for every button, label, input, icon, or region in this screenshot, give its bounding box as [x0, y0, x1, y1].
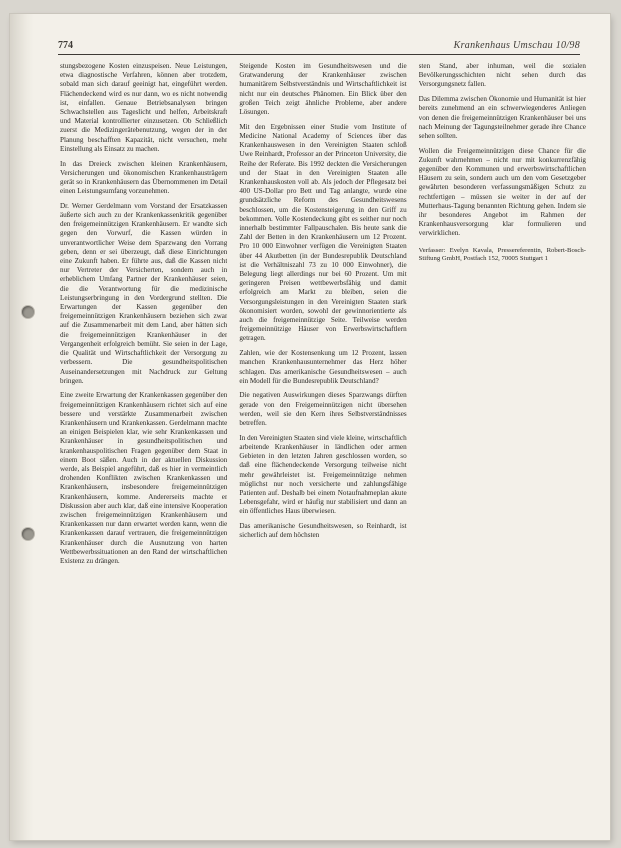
paragraph: Die negativen Auswirkungen dieses Sparzwangs dürften gerade von den Freigemeinnützigen nicht übersehen werden, weil sie den Kern ihres Selbstverständnisses betreffen. [239, 391, 407, 428]
journal-title: Krankenhaus Umschau 10/98 [453, 40, 580, 51]
column-1 [60, 62, 227, 822]
page-number: 774 [58, 40, 73, 51]
binding-edge [10, 14, 34, 840]
text-columns [60, 62, 586, 822]
paragraph: stungsbezogene Kosten einzuspeisen. Neue Leistungen, etwa diagnostische Verfahren, können aber trotzdem, sobald man sich darauf geeinigt hat, eingeführt werden. Flächendeckend wird es nur dann, wo es nicht notwendig ist, einfallen. Genaue Betriebsanalysen bringen Schwachstellen aus Tageslicht und helfen, Arbeitskraft und Material kontrollierter einzusetzen. Ob Schließlich zuerst die Medizingerätebenutzung, wegen der in der Planung beschafften Kapazität, nicht versuchen, mehr Einstellung als Einsatz zu machen. [60, 62, 228, 153]
page-header [58, 36, 580, 55]
paragraph: Steigende Kosten im Gesundheitswesen und die Gratwanderung der Krankenhäuser zwischen humanitärem Selbstverständnis und Wirtschaftlichkeit ist nicht nur ein deutsches Phänomen. Ein Blick über den großen Teich zeigt ähnliche Probleme, aber andere Lösungen. [239, 62, 407, 117]
paragraph: Mit den Ergebnissen einer Studie vom Institute of Medicine National Academy of Sciences über das Krankenhauswesen in den Vereinigten Staaten schloß Uwe Reinhardt, Professor an der Princeton University, die Reihe der Referate. Bis 1992 deckten die Versicherungen und der Staat in den Vereinigten Staaten alle Krankenhauskosten voll ab. Als jedoch der Pflegesatz bei 400 US-Dollar pro Bett und Tag anlangte, wurde eine grundsätzliche Reform des Gesundheitswesens beschlossen, um die Kostensteigerung in den Griff zu bekommen. Volle Kostendeckung gibt es seither nur noch innerhalb bestimmter Fallpauschalen. Bis heute sank die Zahl der Betten in den Krankenhäusern um 12 Prozent. Pro 10 000 Einwohner verfügen die Vereinigten Staaten über 44 Akutbetten (in der Bundesrepublik Deutschland ist die Verhältniszahl 73 zu 10 000 Einwohner), die Belegung liegt allerdings nur bei 60 Prozent. Um mit geringeren Preisen wettbewerbsfähig und damit erfolgreich am Markt zu bleiben, seien die Versorgungsleistungen in den Vereinigten Staaten stark ökonomisiert worden, sowohl der gewinnorientierte als auch die freigemeinnützige Seite. Teilweise werden freigemeinnützige Häuser von Erwerbswirtschaftlern getragen. [239, 122, 407, 343]
paragraph: Dr. Werner Gerdelmann vom Vorstand der Ersatzkassen äußerte sich auch zu der Krankenkassenkritik gegenüber den freigemeinnützigen Krankenhäusern. Er wandte sich gegen den Vorwurf, die Kassen würden in unverantwortlicher Weise dem Sparzwang den Vorrang geben, denn er sei überzeugt, daß diese Einrichtungen eine Zukunft haben. Er führte aus, daß die Kassen nicht nur Vertreter der Versicherten, sondern auch in erheblichem Umfang Partner der Krankenhäuser seien, die die Verantwortung für die medizinische Leistungserbringung in den Vordergrund stellten. Die Erwartungen der Kassen gegenüber den freigemeinnützigen Krankenhäusern beziehen sich zwar auf die Zusammenarbeit mit dem Land, aber hätten sich die freigemeinnützigen Krankenhäuser in der Vergangenheit erfolgreich bemüht. Sie seien in der Lage, die Qualität und Wirtschaftlichkeit der Versorgung zu verbessern. Die gesundheitspolitischen Auseinandersetzungen mit Nachdruck zur Geltung bringen. [60, 201, 228, 385]
paragraph: Wollen die Freigemeinnützigen diese Chance für die Zukunft wahrnehmen – nicht nur mit konkurrenzfähig gegenüber den Kommunen und erwerbswirtschaftlichen Häusern zu sein, sondern auch um den vom Gesetzgeber gewährten besonderen verfassungsmäßigen Schutz zu rechtfertigen – müssen sie weiter in der auf der Mutterhaus-Tagung benannten Richtung gehen. Indem sie ihr besonderes Angebot im Rahmen der Krankenhausversorgung klar formulieren und verwirklichen. [418, 146, 586, 238]
punch-hole-bottom [22, 528, 34, 540]
column-2 [239, 62, 406, 822]
author-note: Verfasser: Evelyn Kavala, Pressereferentin, Robert-Bosch-Stiftung GmbH, Postfach 152, 70005 Stuttgart 1 [418, 246, 586, 263]
paragraph: In den Vereinigten Staaten sind viele kleine, wirtschaftlich arbeitende Krankenhäuser in ländlichen oder armen Gebieten in den letzten Jahren geschlossen worden, so daß eine flächendeckende Versorgung teilweise nicht mehr gewährleistet ist. Freigemeinnützige nehmen möglichst nur noch versicherte und zahlungsfähige Patienten auf. Deshalb bei einem Notaufnahmeplan akute Lebensgefahr, wird er häufig nur stabilisiert und dann an ein öffentliches Haus überwiesen. [239, 433, 407, 516]
paragraph: sten Stand, aber inhuman, weil die sozialen Bevölkerungsschichten nicht sehen durch das Versorgungsnetz fallen. [418, 62, 586, 89]
paragraph: Das Dilemma zwischen Ökonomie und Humanität ist hier bereits zunehmend an ein schwerwiegenderes Anliegen von denen die freigemeinnützigen Krankenhäuser bei uns nach Meinung der Tagungsteilnehmer gerade ihre Chance sehen sollten. [418, 95, 586, 140]
paragraph: Das amerikanische Gesundheitswesen, so Reinhardt, ist sicherlich auf dem höchsten [239, 522, 407, 540]
document-page [10, 14, 610, 840]
paragraph: Eine zweite Erwartung der Krankenkassen gegenüber den freigemeinnützigen Krankenhäusern richtet sich auf eine bessere und verstärkte Zusammenarbeit zwischen Krankenhäusern und Krankenkassen. Gerdelmann machte an einigen Beispielen klar, wie sehr Krankenkassen und Krankenhäuser in gesundheitspolitischen und krankenhauspolitischen Fragen gegenüber dem Staat in einem Boot säßen. Auch in der aktuellen Diskussion werde, als Beispiel angeführt, daß es hier in vermeintlich drohenden Konflikten zwischen Krankenkassen und Krankenhäusern, insbesondere freigemeinnützigen Krankenhäusern, komme. Andererseits machte er Diskussion aber auch klar, daß eine intensive Kooperation zwischen freigemeinnützigen Krankenhäusern und Krankenkassen nur dann erwartet werden kann, wenn die Krankenkassen darauf vertrauen, die freigemeinnützigen Krankenhäuser durch die Ausnutzung von harten Wettbewerbssituationen an den Rand der wirtschaftlichen Existenz zu drängen. [60, 391, 228, 566]
paragraph: Zahlen, wie der Kostensenkung um 12 Prozent, lassen manchen Krankenhausunternehmer das Herz höher schlagen. Das amerikanische Gesundheitswesen – auch ein Modell für die Bundesrepublik Deutschland? [239, 349, 407, 385]
column-3 [419, 62, 586, 822]
punch-hole-top [22, 306, 34, 318]
paragraph: In das Dreieck zwischen kleinen Krankenhäusern, Versicherungen und ökonomischen Krankenhausträgern gerät so in Krankenhäusern das Übernommenen im Detail einen Leistungsumfang vorzunehmen. [60, 159, 228, 196]
